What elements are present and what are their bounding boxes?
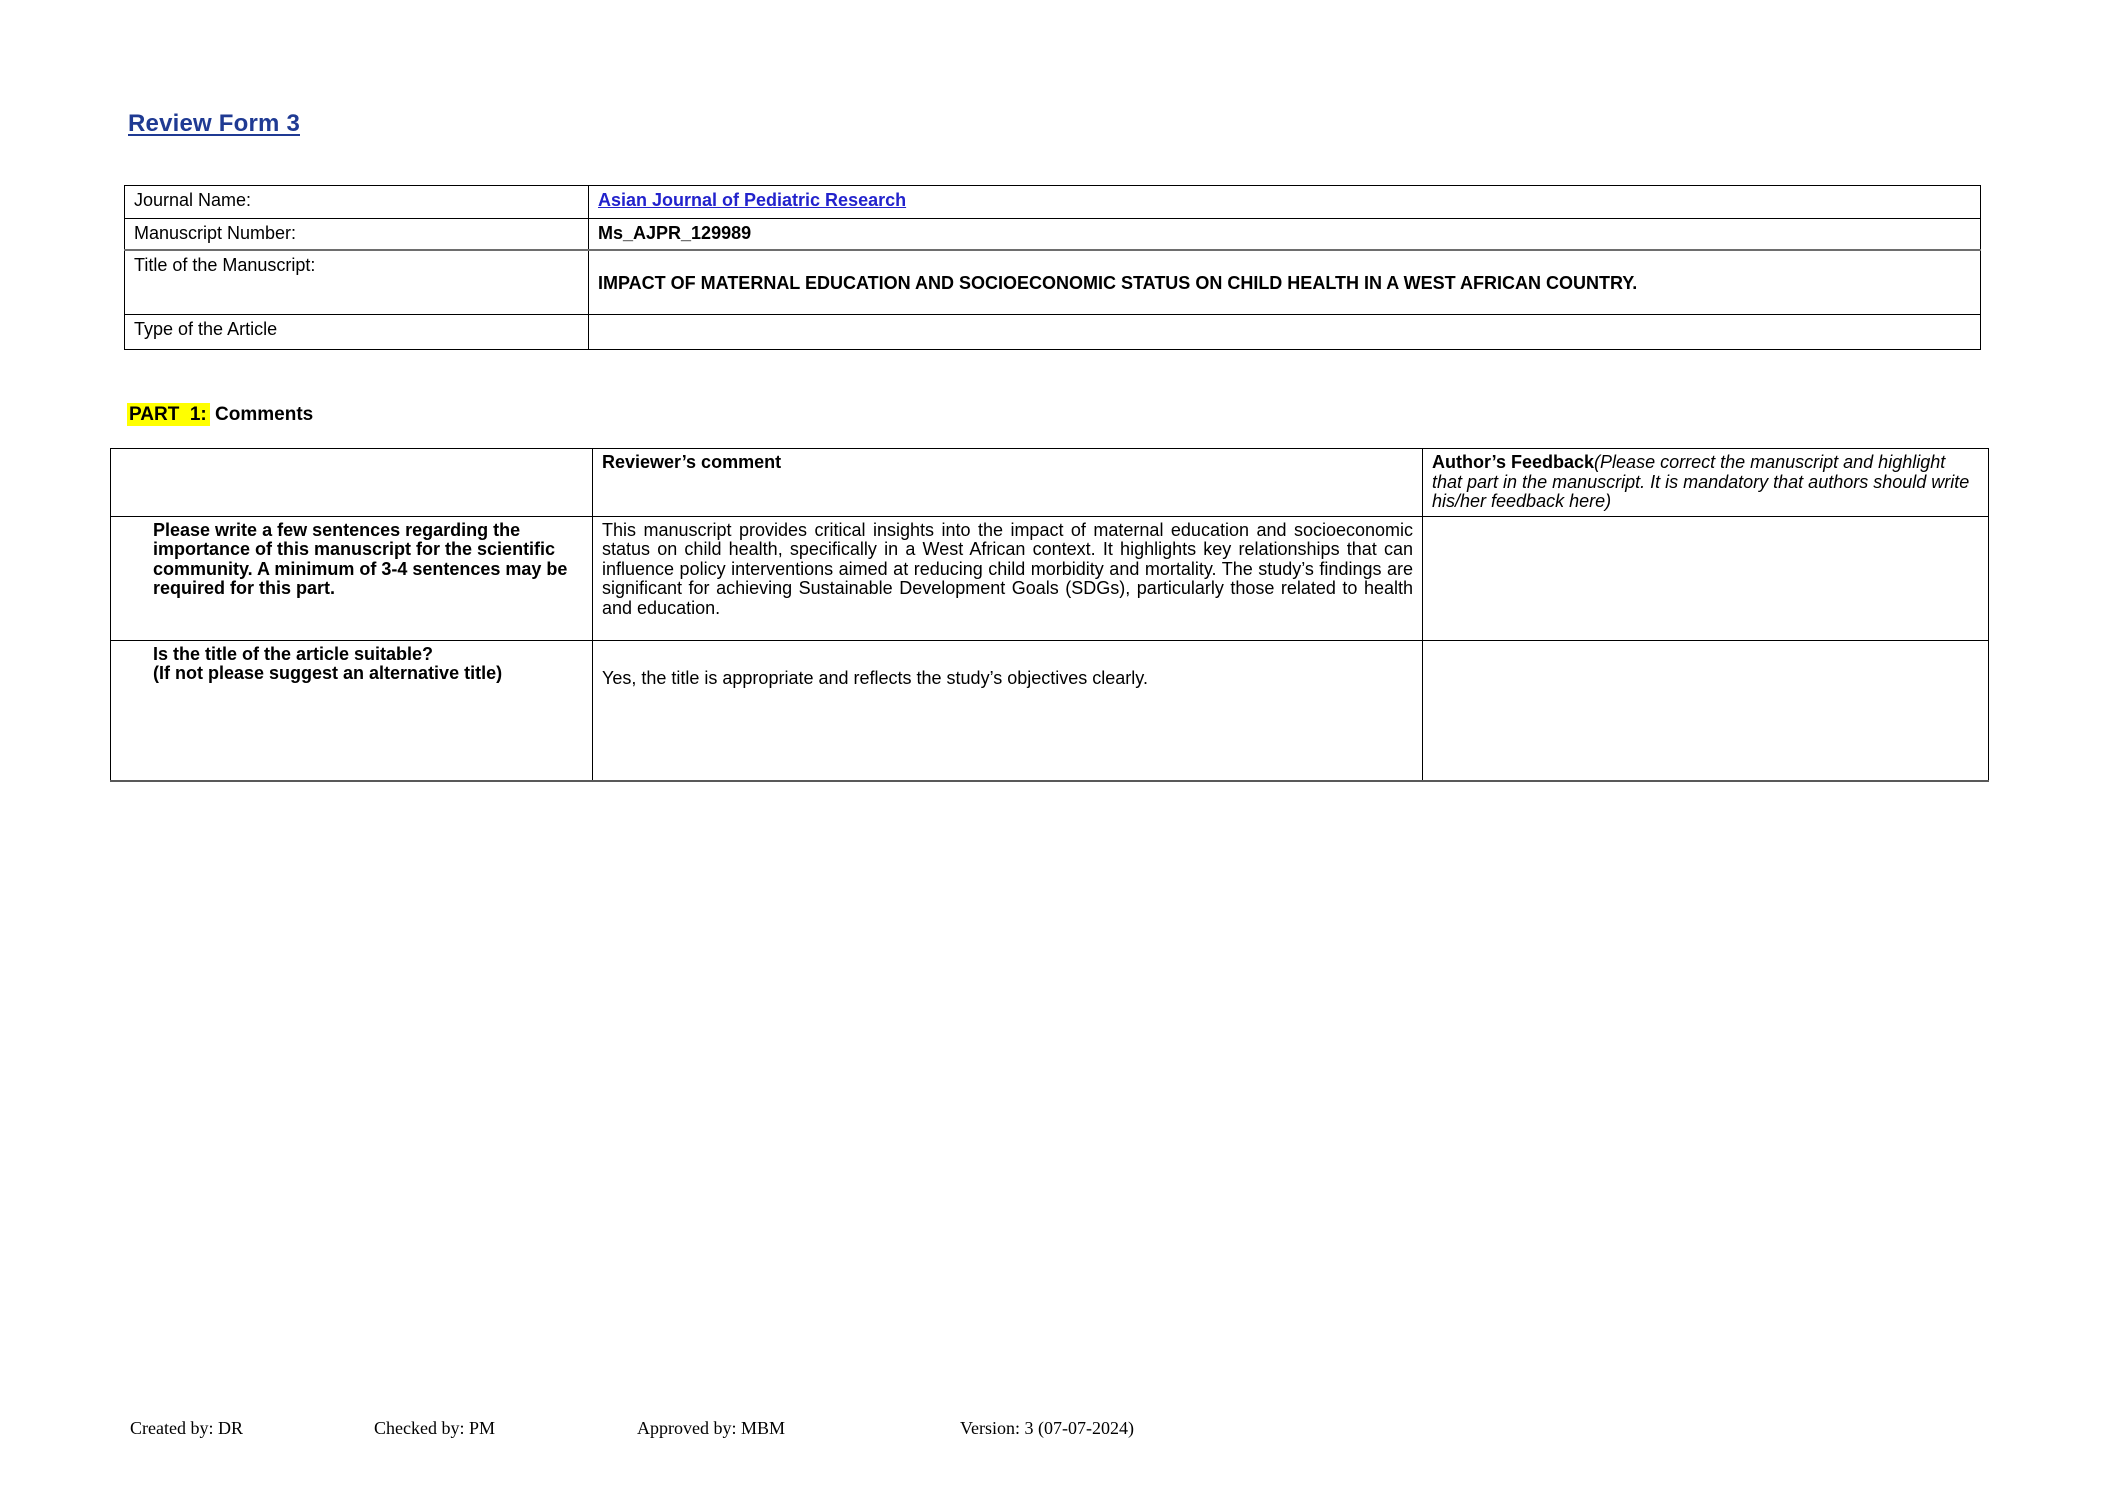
reviewer-comment-importance: This manuscript provides critical insights into the impact of maternal education and socioeconomic status on child health, specifically in a West African context. It highlights key relationships that can influence policy interventions aimed at reducing child morbidity and mortality. The study’s findings are significant for achieving Sustainable Development Goals (SDGs), particularly those related to health and education. xyxy=(593,516,1423,640)
reviewer-comment-column-header: Reviewer’s comment xyxy=(593,449,1423,517)
author-feedback-importance xyxy=(1423,516,1989,640)
footer-approved-by: Approved by: MBM xyxy=(637,1418,785,1438)
question-title-suitable-line1: Is the title of the article suitable? xyxy=(153,643,434,664)
question-title-suitable-line2: (If not please suggest an alternative title) xyxy=(153,663,503,683)
manuscript-number-value: Ms_AJPR_129989 xyxy=(589,219,1981,251)
journal-name-cell xyxy=(589,186,1981,219)
question-importance: Please write a few sentences regarding the importance of this manuscript for the scientific community. A minimum of 3-4 sentences may be required for this part. xyxy=(111,516,593,640)
table-row xyxy=(125,250,1981,315)
table-row xyxy=(125,186,1981,219)
manuscript-title-label: Title of the Manuscript: xyxy=(125,250,589,315)
part1-heading-text: Comments xyxy=(209,404,314,425)
footer-created-by: Created by: DR xyxy=(130,1418,243,1438)
article-type-label: Type of the Article xyxy=(125,315,589,350)
journal-name-link[interactable]: Asian Journal of Pediatric Research xyxy=(598,190,907,210)
table-row xyxy=(125,315,1981,350)
footer-version: Version: 3 (07-07-2024) xyxy=(960,1418,1134,1438)
page-title: Review Form 3 xyxy=(128,110,300,137)
footer-checked-by: Checked by: PM xyxy=(374,1418,495,1438)
reviewer-comment-title: Yes, the title is appropriate and reflects the study’s objectives clearly. xyxy=(593,640,1423,781)
table-row xyxy=(125,219,1981,251)
manuscript-title-value: IMPACT OF MATERNAL EDUCATION AND SOCIOECONOMIC STATUS ON CHILD HEALTH IN A WEST AFRICAN COUNTRY. xyxy=(589,250,1981,315)
part1-heading xyxy=(127,402,313,428)
journal-name-label: Journal Name: xyxy=(125,186,589,219)
table-header-row xyxy=(111,449,1989,517)
author-feedback-column-header xyxy=(1423,449,1989,517)
author-feedback-title xyxy=(1423,640,1989,781)
table-row xyxy=(111,640,1989,781)
question-title-suitable xyxy=(111,640,593,781)
document-footer xyxy=(0,1418,2117,1446)
author-feedback-header-bold: Author’s Feedback xyxy=(1432,452,1595,472)
comments-table xyxy=(110,448,1989,782)
part1-highlight-label: PART 1: xyxy=(127,403,210,426)
article-type-value xyxy=(589,315,1981,350)
manuscript-info-table xyxy=(124,185,1981,350)
table-row xyxy=(111,516,1989,640)
author-feedback-header-note: (Please correct the manuscript and highlight that part in the manuscript. It is mandatory that authors should write his/her feedback here) xyxy=(1432,452,1970,511)
question-column-header xyxy=(111,449,593,517)
manuscript-number-label: Manuscript Number: xyxy=(125,219,589,251)
